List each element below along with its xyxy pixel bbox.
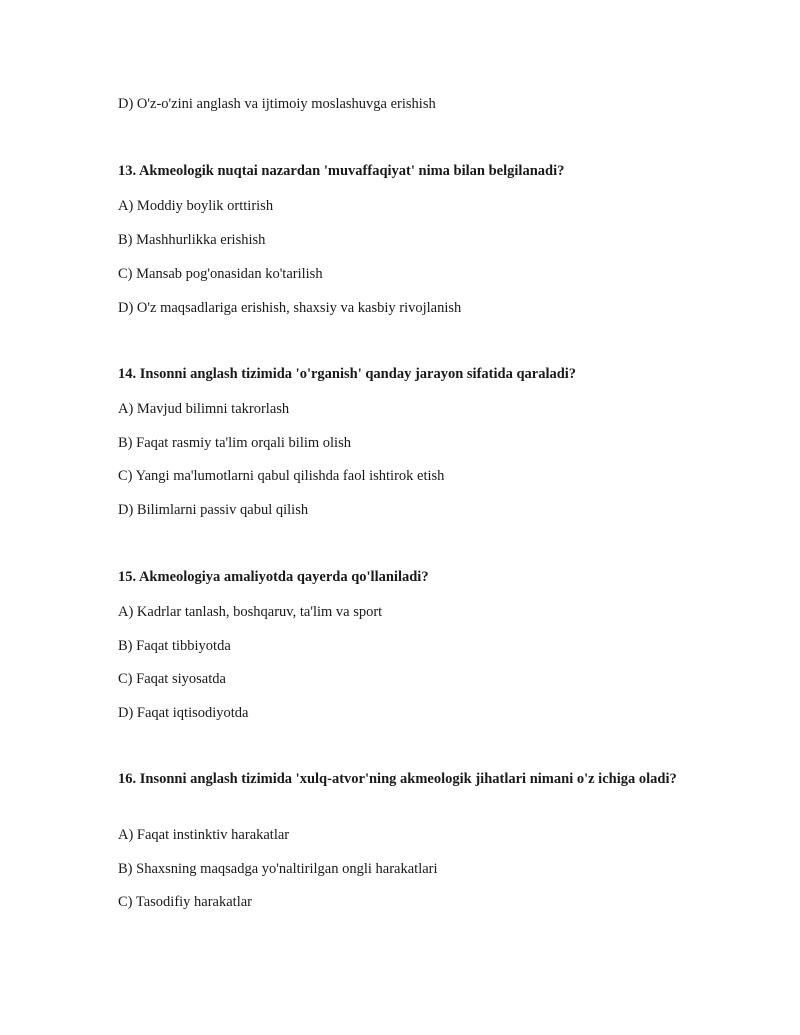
question-14-option-a: A) Mavjud bilimni takrorlash [118, 401, 290, 417]
question-15-option-b: B) Faqat tibbiyotda [118, 638, 231, 654]
question-16-text: 16. Insonni anglash tizimida 'xulq-atvor'ning akmeologik jihatlari nimani o'z ichiga oladi? [118, 771, 677, 787]
question-14-option-c: C) Yangi ma'lumotlarni qabul qilishda faol ishtirok etish [118, 468, 445, 484]
question-13-option-b: B) Mashhurlikka erishish [118, 232, 266, 248]
question-16-option-c: C) Tasodifiy harakatlar [118, 894, 253, 910]
question-14-option-b: B) Faqat rasmiy ta'lim orqali bilim olish [118, 435, 351, 451]
question-13-option-c: C) Mansab pog'onasidan ko'tarilish [118, 266, 323, 282]
question-15-text: 15. Akmeologiya amaliyotda qayerda qo'llaniladi? [118, 569, 429, 585]
question-13-option-a: A) Moddiy boylik orttirish [118, 198, 274, 214]
question-15-option-a: A) Kadrlar tanlash, boshqaruv, ta'lim va sport [118, 604, 383, 620]
question-16-option-b: B) Shaxsning maqsadga yo'naltirilgan ongli harakatlari [118, 861, 438, 877]
question-13-option-d: D) O'z maqsadlariga erishish, shaxsiy va kasbiy rivojlanish [118, 300, 462, 316]
question-15-option-c: C) Faqat siyosatda [118, 671, 226, 687]
question-13-text: 13. Akmeologik nuqtai nazardan 'muvaffaqiyat' nima bilan belgilanadi? [118, 163, 565, 179]
option-d-previous: D) O'z-o'zini anglash va ijtimoiy moslashuvga erishish [118, 96, 436, 112]
question-14-text: 14. Insonni anglash tizimida 'o'rganish' qanday jarayon sifatida qaraladi? [118, 366, 577, 382]
question-14-option-d: D) Bilimlarni passiv qabul qilish [118, 502, 309, 518]
question-15-option-d: D) Faqat iqtisodiyotda [118, 705, 249, 721]
question-16-option-a: A) Faqat instinktiv harakatlar [118, 827, 290, 843]
